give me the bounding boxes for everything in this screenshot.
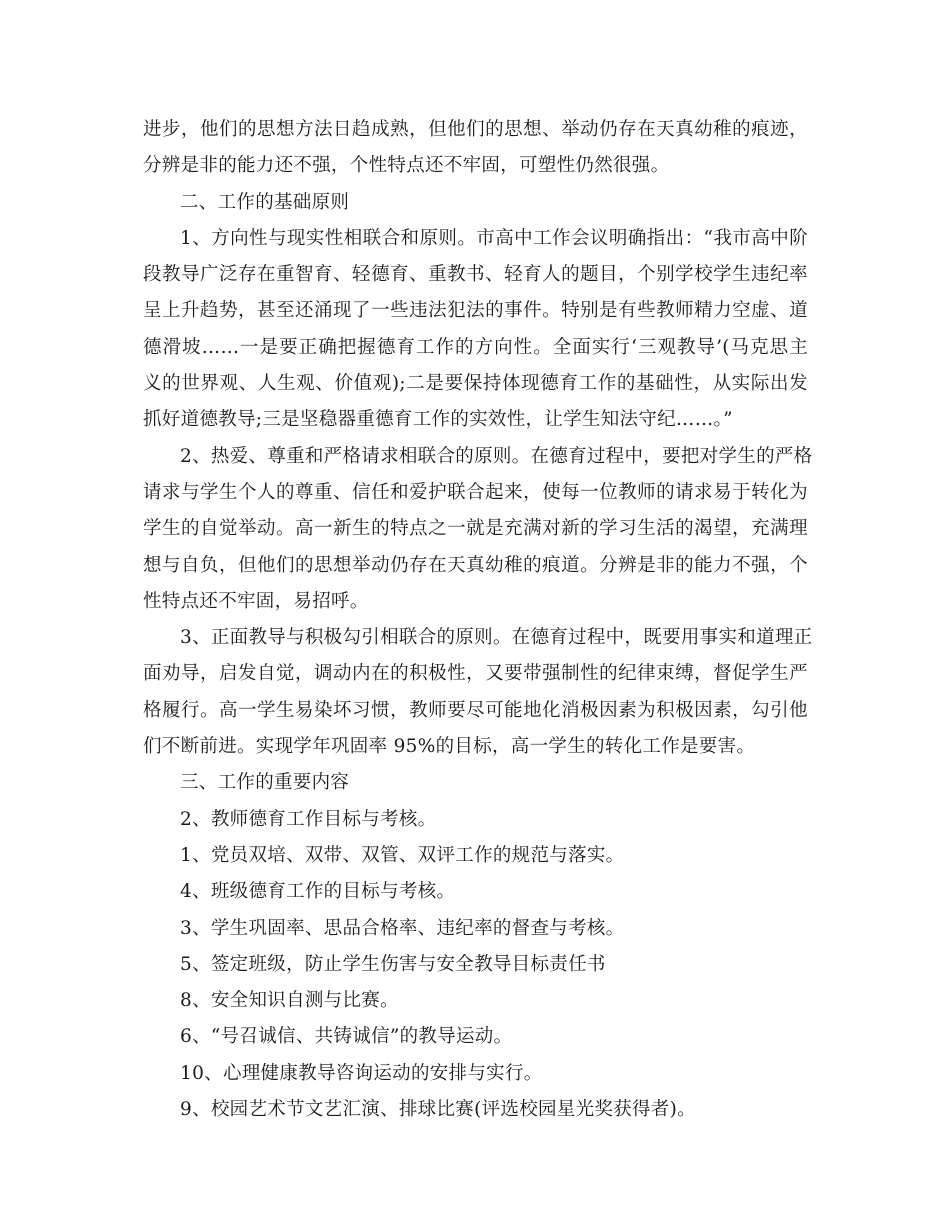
text-line: 德滑坡……一是要正确把握德育工作的方向性。全面实行‘三观教导’(马克思主 <box>143 336 808 358</box>
text-line: 性特点还不牢固，易招呼。 <box>143 590 369 612</box>
text-line: 10、心理健康教导咨询运动的安排与实行。 <box>180 1062 543 1084</box>
paragraph <box>143 765 808 801</box>
paragraph <box>143 983 808 1019</box>
text-line: 呈上升趋势，甚至还涌现了一些违法犯法的事件。特别是有些教师精力空虚、道 <box>143 300 808 322</box>
paragraph <box>143 947 808 983</box>
text-line: 3、正面教导与积极勾引相联合的原则。在德育过程中，既要用事实和道理正 <box>180 627 813 649</box>
text-line: 抓好道德教导;三是坚稳器重德育工作的实效性，让学生知法守纪……。” <box>143 409 733 431</box>
paragraph <box>143 802 808 838</box>
text-line: 6、“号召诚信、共铸诚信”的教导运动。 <box>180 1026 513 1048</box>
paragraph <box>143 911 808 947</box>
text-line: 5、签定班级，防止学生伤害与安全教导目标责任书 <box>180 953 606 975</box>
text-line: 进步，他们的思想方法日趋成熟，但他们的思想、举动仍存在天真幼稚的痕迹， <box>143 119 808 140</box>
paragraph <box>143 1019 808 1055</box>
text-line: 9、校园艺术节文艺汇演、排球比赛(评选校园星光奖获得者)。 <box>180 1099 696 1121</box>
text-line: 义的世界观、人生观、价值观);二是要保持体现德育工作的基础性，从实际出发 <box>143 373 808 395</box>
text-line: 请求与学生个人的尊重、信任和爱护联合起来，使每一位教师的请求易于转化为 <box>143 481 808 503</box>
paragraph <box>143 838 808 874</box>
text-line: 2、教师德育工作目标与考核。 <box>180 808 437 830</box>
text-line: 三、工作的重要内容 <box>180 772 350 794</box>
paragraph <box>143 112 808 185</box>
paragraph <box>143 1092 808 1128</box>
text-line: 4、班级德育工作的目标与考核。 <box>180 881 456 903</box>
text-line: 1、方向性与现实性相联合和原则。市高中工作会议明确指出：“我市高中阶 <box>180 227 808 249</box>
text-line: 们不断前进。实现学年巩固率 95%的目标，高一学生的转化工作是要害。 <box>143 736 756 758</box>
paragraph <box>143 221 808 439</box>
paragraph <box>143 439 813 620</box>
text-line: 想与自负，但他们的思想举动仍存在天真幼稚的痕道。分辨是非的能力不强，个 <box>143 554 808 576</box>
paragraph <box>143 1056 808 1092</box>
paragraph <box>143 620 813 765</box>
text-line: 二、工作的基础原则 <box>180 191 350 213</box>
text-line: 8、安全知识自测与比赛。 <box>180 990 399 1012</box>
document-page <box>143 112 813 1128</box>
text-line: 学生的自觉举动。高一新生的特点之一就是充满对新的学习生活的渴望，充满理 <box>143 518 808 540</box>
text-line: 1、党员双培、双带、双管、双评工作的规范与落实。 <box>180 844 625 866</box>
text-line: 面劝导，启发自觉，调动内在的积极性，又要带强制性的纪律束缚，督促学生严 <box>143 663 808 685</box>
paragraph <box>143 185 808 221</box>
text-line: 格履行。高一学生易染坏习惯，教师要尽可能地化消极因素为积极因素，勾引他 <box>143 699 808 721</box>
text-line: 段教导广泛存在重智育、轻德育、重教书、轻育人的题目，个别学校学生违纪率 <box>143 264 808 286</box>
paragraph <box>143 874 808 910</box>
text-line: 3、学生巩固率、思品合格率、违纪率的督查与考核。 <box>180 917 625 939</box>
text-line: 2、热爱、尊重和严格请求相联合的原则。在德育过程中，要把对学生的严格 <box>180 445 813 467</box>
text-line: 分辨是非的能力还不强，个性特点还不牢固，可塑性仍然很强。 <box>143 155 670 177</box>
